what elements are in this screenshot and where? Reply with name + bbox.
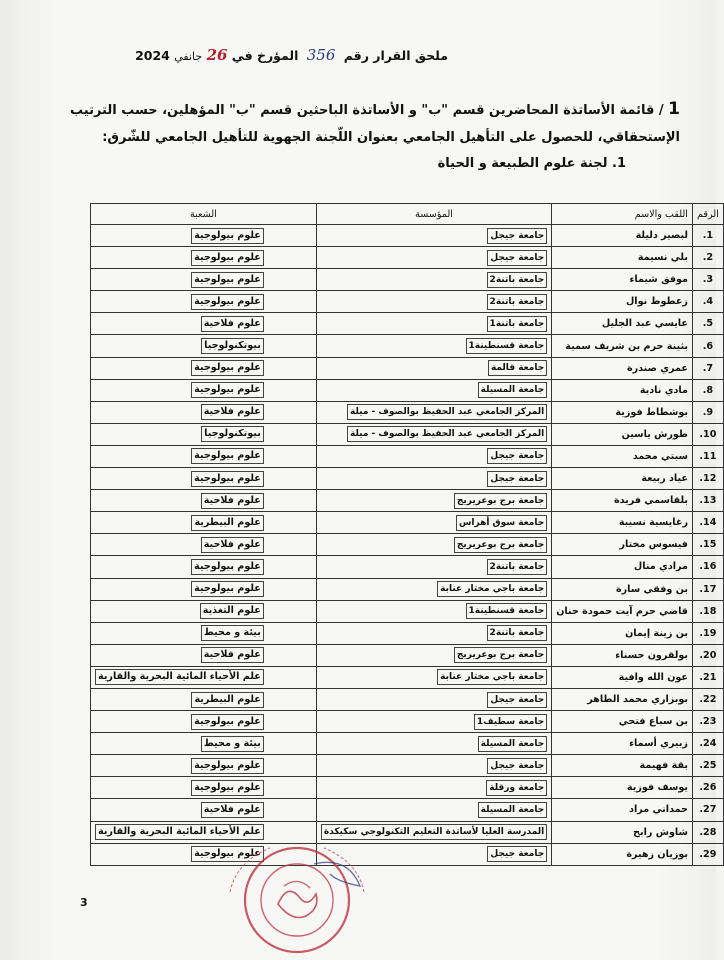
cell-name	[552, 755, 693, 777]
cell-institution	[316, 777, 551, 799]
cell-name-text: عايسي عبد الجليل	[601, 318, 688, 330]
cell-institution-text: جامعة باتنة2	[487, 625, 548, 641]
cell-field-text: علوم بيولوجية	[191, 758, 264, 774]
cell-num	[692, 711, 723, 733]
cell-field-text: علوم فلاحية	[201, 404, 264, 420]
cell-institution	[316, 490, 551, 512]
cell-field-text: بيئة و محيط	[201, 736, 264, 752]
cell-field	[91, 468, 317, 490]
decision-day: 26	[206, 46, 228, 64]
cell-name-text: بوشطاط فوزية	[615, 406, 688, 418]
table-row	[91, 512, 724, 534]
cell-field-text: علوم بيولوجية	[191, 382, 264, 398]
candidates-table	[90, 203, 724, 866]
cell-name-text: مادي نادية	[639, 384, 688, 396]
cell-num	[692, 512, 723, 534]
cell-field-text: علوم فلاحية	[201, 802, 264, 818]
decision-reference	[135, 46, 448, 64]
table-row	[91, 556, 724, 578]
cell-field	[91, 688, 317, 710]
cell-num	[692, 556, 723, 578]
table-row	[91, 423, 724, 445]
cell-num-text: 10.	[699, 428, 717, 440]
cell-num-text: 26.	[699, 782, 717, 794]
cell-institution-text: جامعة المسيلة	[478, 736, 548, 752]
cell-field-text: علوم فلاحية	[201, 537, 264, 553]
table-row	[91, 733, 724, 755]
cell-field	[91, 335, 317, 357]
cell-institution-text: جامعة قسنطينة1	[466, 603, 548, 619]
cell-name-text: بن زينة إيمان	[625, 627, 688, 639]
cell-name-text: عمري صندرة	[626, 362, 688, 374]
cell-institution-text: جامعة برج بوعريريج	[454, 647, 547, 663]
cell-field-text: علوم بيولوجية	[191, 714, 264, 730]
cell-name	[552, 512, 693, 534]
cell-name	[552, 578, 693, 600]
cell-institution-text: المدرسة العليا لأساتذة التعليم التكنولوجي سكيكدة	[321, 824, 547, 840]
cell-institution-text: جامعة برج بوعريريج	[454, 493, 547, 509]
cell-num	[692, 401, 723, 423]
cell-num	[692, 247, 723, 269]
cell-num	[692, 733, 723, 755]
cell-num-text: 2.	[702, 252, 714, 264]
cell-field-text: بيئة و محيط	[201, 625, 264, 641]
cell-num-text: 5.	[702, 318, 714, 330]
cell-num-text: 14.	[699, 517, 717, 529]
cell-field	[91, 313, 317, 335]
cell-field	[91, 733, 317, 755]
cell-num-text: 16.	[699, 561, 717, 573]
table-row	[91, 799, 724, 821]
cell-institution-text: جامعة جيجل	[487, 758, 547, 774]
cell-num	[692, 666, 723, 688]
cell-field-text: علوم بيولوجية	[191, 581, 264, 597]
cell-institution-text: جامعة برج بوعريريج	[454, 537, 547, 553]
cell-institution	[316, 291, 551, 313]
cell-name-text: عون الله وافية	[618, 671, 688, 683]
cell-field-text: علوم بيولوجية	[191, 559, 264, 575]
cell-num-text: 24.	[699, 738, 717, 750]
cell-field	[91, 666, 317, 688]
table-header-row	[91, 204, 724, 225]
cell-num	[692, 777, 723, 799]
cell-institution-text: جامعة جيجل	[487, 448, 547, 464]
cell-num	[692, 357, 723, 379]
cell-institution-text: جامعة باجي مختار عنابة	[437, 669, 547, 685]
cell-institution	[316, 755, 551, 777]
cell-field	[91, 578, 317, 600]
cell-field-text: علوم بيولوجية	[191, 272, 264, 288]
cell-institution-text: جامعة ورقلة	[486, 780, 547, 796]
table-row	[91, 379, 724, 401]
cell-field	[91, 755, 317, 777]
cell-institution-text: المركز الجامعي عبد الحفيظ بوالصوف - ميلة	[347, 426, 547, 442]
cell-name	[552, 313, 693, 335]
table-row	[91, 821, 724, 843]
table-row	[91, 225, 724, 247]
cell-institution	[316, 733, 551, 755]
table-row	[91, 644, 724, 666]
cell-name	[552, 445, 693, 467]
decision-month: جانفي	[174, 50, 203, 63]
table-body	[91, 225, 724, 866]
cell-name-text: بن سباع فتحي	[618, 716, 688, 728]
intro-number: 1	[668, 99, 680, 119]
cell-num-text: 7.	[702, 362, 714, 374]
cell-num-text: 19.	[699, 627, 717, 639]
cell-name-text: عياد ربيعة	[641, 473, 688, 485]
cell-institution-text: جامعة جيجل	[487, 471, 547, 487]
cell-field-text: بيوتكنولوجيا	[201, 338, 264, 354]
cell-num	[692, 468, 723, 490]
cell-num	[692, 445, 723, 467]
cell-name	[552, 269, 693, 291]
cell-field	[91, 622, 317, 644]
cell-institution	[316, 225, 551, 247]
cell-institution	[316, 711, 551, 733]
intro-text: / قائمة الأساتذة المحاضرين قسم "ب" و الأساتذة الباحثين قسم "ب" المؤهلين، حسب الترتيب الإستحقاقي، للحصول على التأهيل الجامعي بعنوان اللّجنة الجهوية للتأهيل الجامعي للشّرق:	[70, 103, 680, 145]
cell-name-text: فيسوس مختار	[619, 539, 688, 551]
cell-name-text: بن وفقي سارة	[615, 583, 688, 595]
cell-name	[552, 225, 693, 247]
cell-field-text: علوم بيولوجية	[191, 360, 264, 376]
cell-institution	[316, 247, 551, 269]
cell-name-text: حمداني مراد	[629, 804, 688, 816]
cell-field	[91, 777, 317, 799]
cell-num-text: 12.	[699, 473, 717, 485]
table-row	[91, 490, 724, 512]
cell-name-text: يوسف فوزية	[626, 782, 688, 794]
cell-institution	[316, 445, 551, 467]
cell-institution-text: جامعة سوق أهراس	[456, 515, 547, 531]
cell-field	[91, 600, 317, 622]
cell-num-text: 9.	[702, 406, 714, 418]
table-row	[91, 401, 724, 423]
table-row	[91, 711, 724, 733]
cell-institution	[316, 578, 551, 600]
cell-name-text: بلقاسمي فريدة	[613, 495, 688, 507]
cell-num	[692, 423, 723, 445]
cell-institution	[316, 556, 551, 578]
cell-num	[692, 843, 723, 865]
cell-institution-text: جامعة جيجل	[487, 228, 547, 244]
cell-num	[692, 335, 723, 357]
cell-institution	[316, 622, 551, 644]
cell-field	[91, 711, 317, 733]
cell-field-text: علوم البيطرية	[191, 692, 263, 708]
cell-institution	[316, 269, 551, 291]
cell-name	[552, 247, 693, 269]
cell-institution-text: جامعة باتنة2	[487, 559, 548, 575]
cell-field-text: علوم بيولوجية	[191, 294, 264, 310]
cell-field-text: علوم فلاحية	[201, 316, 264, 332]
list-intro	[40, 96, 680, 151]
cell-num	[692, 225, 723, 247]
cell-institution	[316, 379, 551, 401]
table-row	[91, 755, 724, 777]
cell-field-text: علوم بيولوجية	[191, 780, 264, 796]
table-row	[91, 468, 724, 490]
cell-institution-text: جامعة جيجل	[487, 692, 547, 708]
cell-field	[91, 357, 317, 379]
cell-institution-text: جامعة جيجل	[487, 250, 547, 266]
col-header-num: الرقم	[692, 204, 723, 225]
cell-name	[552, 335, 693, 357]
cell-num-text: 22.	[699, 694, 717, 706]
cell-name-text: زبيري أسماء	[629, 738, 688, 750]
cell-num-text: 25.	[699, 760, 717, 772]
cell-name	[552, 622, 693, 644]
cell-num	[692, 644, 723, 666]
cell-name	[552, 799, 693, 821]
cell-num	[692, 313, 723, 335]
cell-field	[91, 379, 317, 401]
cell-num-text: 21.	[699, 671, 717, 683]
cell-name-text: بلي نسيمة	[637, 252, 688, 264]
cell-institution-text: جامعة جيجل	[487, 846, 547, 862]
cell-name	[552, 711, 693, 733]
cell-name-text: شاوش رابح	[633, 826, 688, 838]
table-row	[91, 777, 724, 799]
cell-field	[91, 247, 317, 269]
cell-institution	[316, 666, 551, 688]
cell-field	[91, 512, 317, 534]
cell-name-text: مرادي منال	[633, 561, 688, 573]
cell-num	[692, 534, 723, 556]
cell-institution-text: جامعة سطيف1	[474, 714, 547, 730]
cell-field	[91, 799, 317, 821]
cell-name-text: سبتي محمد	[632, 450, 688, 462]
cell-name	[552, 821, 693, 843]
cell-name-text: زعطوط نوال	[625, 296, 688, 308]
cell-field-text: علوم بيولوجية	[191, 250, 264, 266]
cell-name-text: قاضي حرم آيت حمودة حنان	[556, 605, 688, 617]
table-row	[91, 269, 724, 291]
cell-name	[552, 468, 693, 490]
cell-name	[552, 556, 693, 578]
cell-num-text: 27.	[699, 804, 717, 816]
table-row	[91, 622, 724, 644]
cell-name	[552, 291, 693, 313]
col-header-field: الشعبة	[91, 204, 317, 225]
cell-institution-text: جامعة باتنة1	[487, 316, 548, 332]
table-row	[91, 291, 724, 313]
cell-num	[692, 600, 723, 622]
table-row	[91, 335, 724, 357]
cell-institution	[316, 313, 551, 335]
cell-name	[552, 534, 693, 556]
cell-institution	[316, 335, 551, 357]
cell-name	[552, 733, 693, 755]
cell-name-text: موفق شيماء	[629, 274, 688, 286]
cell-institution-text: جامعة باتنة2	[487, 272, 548, 288]
table-row	[91, 666, 724, 688]
table-row	[91, 534, 724, 556]
cell-field-text: علوم البيطرية	[191, 515, 263, 531]
cell-num-text: 1.	[702, 230, 714, 242]
table-row	[91, 688, 724, 710]
cell-institution	[316, 512, 551, 534]
page-number: 3	[80, 896, 88, 909]
cell-name-text: طورش ياسين	[621, 428, 688, 440]
cell-name	[552, 490, 693, 512]
cell-num	[692, 799, 723, 821]
cell-institution	[316, 799, 551, 821]
cell-institution	[316, 644, 551, 666]
cell-field	[91, 225, 317, 247]
cell-num	[692, 269, 723, 291]
cell-num-text: 13.	[699, 495, 717, 507]
table-row	[91, 313, 724, 335]
cell-num	[692, 688, 723, 710]
col-header-name: اللقب والاسم	[552, 204, 693, 225]
cell-name	[552, 644, 693, 666]
decision-dated: المؤرخ في	[231, 48, 299, 63]
cell-num	[692, 578, 723, 600]
cell-institution	[316, 688, 551, 710]
cell-name	[552, 843, 693, 865]
cell-num	[692, 622, 723, 644]
col-header-institution: المؤسسة	[316, 204, 551, 225]
cell-name	[552, 666, 693, 688]
cell-num-text: 17.	[699, 583, 717, 595]
cell-institution-text: المركز الجامعي عبد الحفيظ بوالصوف - ميلة	[347, 404, 547, 420]
cell-num-text: 8.	[702, 384, 714, 396]
cell-name-text: بثينة حرم بن شريف سمية	[565, 340, 688, 352]
cell-name	[552, 423, 693, 445]
cell-institution-text: جامعة المسيلة	[478, 382, 548, 398]
cell-field-text: علوم فلاحية	[201, 493, 264, 509]
cell-name-text: بقة فهيمة	[639, 760, 688, 772]
table-row	[91, 843, 724, 865]
cell-institution-text: جامعة قسنطينة1	[466, 338, 548, 354]
cell-field-text: علوم التغذية	[200, 603, 264, 619]
cell-institution	[316, 423, 551, 445]
cell-num-text: 6.	[702, 340, 714, 352]
cell-name-text: لبصير دليلة	[635, 230, 688, 242]
cell-field-text: علوم بيولوجية	[191, 471, 264, 487]
cell-field-text: علوم بيولوجية	[191, 846, 264, 862]
cell-num	[692, 755, 723, 777]
cell-name-text: بوزيان زهيرة	[626, 848, 688, 860]
cell-num-text: 28.	[699, 826, 717, 838]
cell-num	[692, 490, 723, 512]
cell-field	[91, 490, 317, 512]
cell-institution	[316, 401, 551, 423]
cell-num	[692, 291, 723, 313]
cell-field-text: علوم فلاحية	[201, 647, 264, 663]
cell-field-text: علم الأحياء المائية البحرية والقارية	[95, 669, 264, 685]
cell-field-text: علم الأحياء المائية البحرية والقارية	[95, 824, 264, 840]
table-row	[91, 578, 724, 600]
cell-field-text: بيوتكنولوجيا	[201, 426, 264, 442]
cell-num-text: 4.	[702, 296, 714, 308]
cell-field-text: علوم بيولوجية	[191, 228, 264, 244]
cell-num-text: 15.	[699, 539, 717, 551]
cell-num-text: 23.	[699, 716, 717, 728]
cell-name-text: رغايسية نسيبة	[618, 517, 688, 529]
cell-num-text: 11.	[699, 450, 717, 462]
cell-name	[552, 777, 693, 799]
cell-institution	[316, 468, 551, 490]
cell-name	[552, 688, 693, 710]
cell-institution-text: جامعة المسيلة	[478, 802, 548, 818]
cell-num-text: 29.	[699, 848, 717, 860]
cell-institution-text: جامعة قالمة	[488, 360, 547, 376]
cell-institution	[316, 357, 551, 379]
cell-institution-text: جامعة باتنة2	[487, 294, 548, 310]
cell-field	[91, 556, 317, 578]
cell-field	[91, 401, 317, 423]
cell-field	[91, 445, 317, 467]
cell-institution-text: جامعة باجي مختار عنابة	[437, 581, 547, 597]
cell-num-text: 3.	[702, 274, 714, 286]
cell-institution	[316, 600, 551, 622]
committee-heading: 1. لجنة علوم الطبيعة و الحياة	[437, 156, 626, 171]
cell-name	[552, 379, 693, 401]
cell-num-text: 18.	[699, 605, 717, 617]
cell-field-text: علوم بيولوجية	[191, 448, 264, 464]
cell-field	[91, 534, 317, 556]
table-row	[91, 357, 724, 379]
cell-name	[552, 401, 693, 423]
cell-institution	[316, 534, 551, 556]
cell-num	[692, 379, 723, 401]
cell-name-text: بوبزاري محمد الطاهر	[587, 694, 688, 706]
cell-field	[91, 644, 317, 666]
table-row	[91, 247, 724, 269]
cell-name	[552, 600, 693, 622]
cell-num	[692, 821, 723, 843]
official-stamp	[218, 834, 376, 952]
cell-field	[91, 291, 317, 313]
cell-name-text: بولقرون حسناء	[615, 649, 688, 661]
table-row	[91, 445, 724, 467]
cell-field	[91, 269, 317, 291]
decision-year: 2024	[135, 48, 170, 63]
cell-num-text: 20.	[699, 649, 717, 661]
decision-prefix: ملحق القرار رقم	[343, 48, 448, 63]
decision-number: 356	[306, 46, 336, 64]
cell-field	[91, 423, 317, 445]
table-row	[91, 600, 724, 622]
cell-name	[552, 357, 693, 379]
